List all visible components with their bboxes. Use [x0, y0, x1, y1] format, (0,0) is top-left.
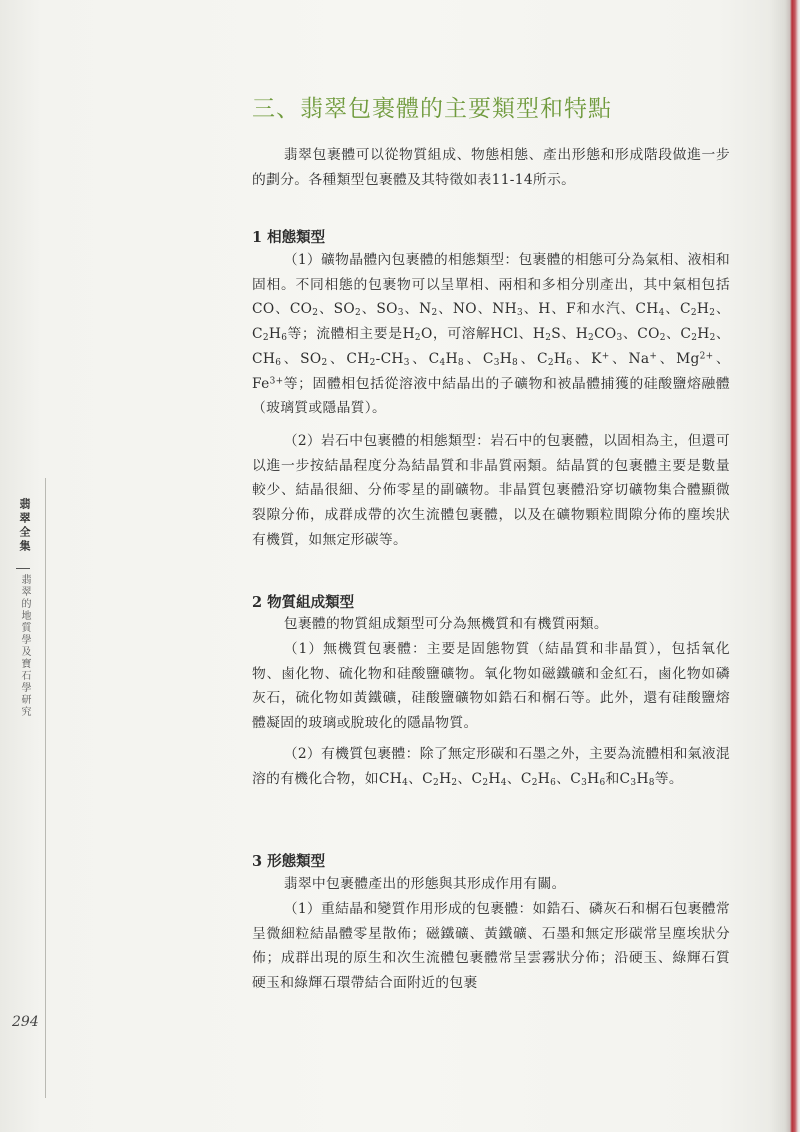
heading-composition-types: 2 物質組成類型 [252, 594, 355, 611]
page-number: 294 [12, 1014, 39, 1030]
heading-phase-types: 1 相態類型 [252, 229, 326, 246]
paragraph-phase-rock: （2）岩石中包裹體的相態類型：岩石中的包裹體，以固相為主，但還可以進一步按結晶程度分為結晶質和非晶質兩類。結晶質的包裹體主要是數量較少、結晶很細、分佈零星的副礦物。非晶質包裹體沿穿切礦物集合體顯微裂隙分佈，成群成帶的次生流體包裹體，以及在礦物顆粒間隙分佈的塵埃狀有機質，如無定形碳等。 [252, 433, 730, 548]
paragraph-phase-mineral: （1）礦物晶體內包裹體的相態類型：包裹體的相態可分為氣相、液相和固相。不同相態的包裹物可以呈單相、兩相和多相分別產出，其中氣相包括CO、$CO_2$、$SO_2$、$SO_3$、$N_2$、NO、$NH_3$、H、F和水汽、$CH_4$、$C_2H_2$、$C_2H_6$等；流體相主要是$H_2O$，可溶解HCl、$H_2S$、$H_2CO_3$、$CO_2$、$C_2H_2$、$CH_6$、$SO_2$、$CH_2-CH_3$、$C_4H_8$、$C_3H_8$、$C_2H_6$、K+、Na+、$Mg^{2+}$、$Fe^{3+}$等；固體相包括從溶液中結晶出的子礦物和被晶體捕獲的硅酸鹽熔融體（玻璃質或隱晶質）。 [252, 252, 730, 417]
section-title: 三、翡翠包裹體的主要類型和特點 [252, 96, 612, 122]
running-side-book-title: 翡翠的地質學及寶石學研究 [19, 574, 30, 718]
heading-morphology-types: 3 形態類型 [252, 853, 326, 870]
paragraph-morphology-intro: 翡翠中包裹體產出的形態與其形成作用有關。 [283, 876, 566, 892]
running-side-series: 翡翠全集 [18, 498, 31, 554]
paragraph-recrystallization: （1）重結晶和變質作用形成的包裹體：如鋯石、磷灰石和榍石包裹體常呈微細粒結晶體零星散佈；磁鐵礦、黃鐵礦、石墨和無定形碳常呈塵埃狀分佈；成群出現的原生和次生流體包裹體常呈雲霧狀分佈；沿硬玉、綠輝石質硬玉和綠輝石環帶結合面附近的包裹 [252, 901, 730, 992]
paragraph-inorganic: （1）無機質包裹體：主要是固態物質（結晶質和非晶質），包括氧化物、鹵化物、硫化物和硅酸鹽礦物。氧化物如磁鐵礦和金紅石，鹵化物如磷灰石，硫化物如黃鐵礦，硅酸鹽礦物如鋯石和榍石等。此外，還有硅酸鹽熔體凝固的玻璃或脫玻化的隱晶物質。 [252, 641, 730, 732]
side-divider [16, 568, 30, 569]
margin-rule [45, 478, 46, 1098]
intro-paragraph: 翡翠包裹體可以從物質組成、物態相態、產出形態和形成階段做進一步的劃分。各種類型包裹體及其特徵如表11-14所示。 [252, 147, 730, 188]
paragraph-organic: （2）有機質包裹體：除了無定形碳和石墨之外，主要為流體相和氣液混溶的有機化合物，如$CH_4$、$C_2H_2$、$C_2H_4$、$C_2H_6$、$C_3H_6$和$C_3H_8$等。 [252, 746, 730, 788]
paragraph-composition-intro: 包裹體的物質組成類型可分為無機質和有機質兩類。 [283, 616, 608, 632]
